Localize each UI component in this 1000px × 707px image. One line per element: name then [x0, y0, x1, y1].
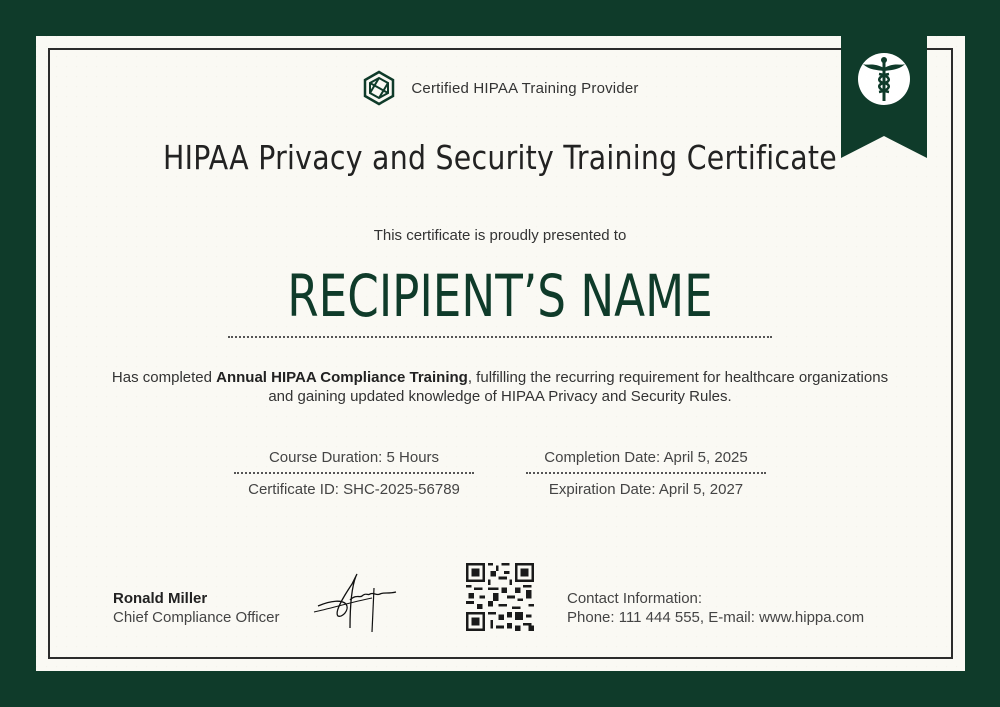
hexagon-knot-logo-icon — [361, 70, 397, 106]
completion-date-line — [526, 472, 766, 474]
signature-image — [312, 566, 404, 634]
recipient-name: RECIPIENT’S NAME — [287, 262, 713, 330]
certificate-title: HIPAA Privacy and Security Training Certificate — [163, 138, 837, 177]
contact-value: Phone: 111 444 555, E-mail: www.hippa.com — [567, 609, 865, 626]
description-text — [100, 368, 900, 406]
recipient-name-underline — [228, 336, 772, 338]
signer-title: Chief Compliance Officer — [113, 609, 280, 626]
provider-text: Certified HIPAA Training Provider — [411, 79, 639, 97]
provider-header — [0, 70, 1000, 106]
completion-date: Completion Date: April 5, 2025 — [544, 449, 748, 466]
course-duration: Course Duration: 5 Hours — [268, 449, 440, 466]
qr-code[interactable] — [466, 563, 534, 631]
course-name: Annual HIPAA Compliance Training — [216, 369, 468, 386]
description-suffix: , fulfilling the recurring requirement for healthcare organizations and gaining updated knowledge of HIPAA Privacy and Security Rules. — [268, 369, 889, 405]
certificate-id: Certificate ID: SHC-2025-56789 — [248, 481, 460, 498]
course-duration-line — [234, 472, 474, 474]
contact-label: Contact Information: — [567, 590, 703, 607]
presented-text: This certificate is proudly presented to — [373, 227, 627, 244]
signer-name: Ronald Miller — [113, 590, 208, 607]
description-prefix: Has completed — [111, 369, 217, 386]
expiration-date: Expiration Date: April 5, 2027 — [548, 481, 744, 498]
